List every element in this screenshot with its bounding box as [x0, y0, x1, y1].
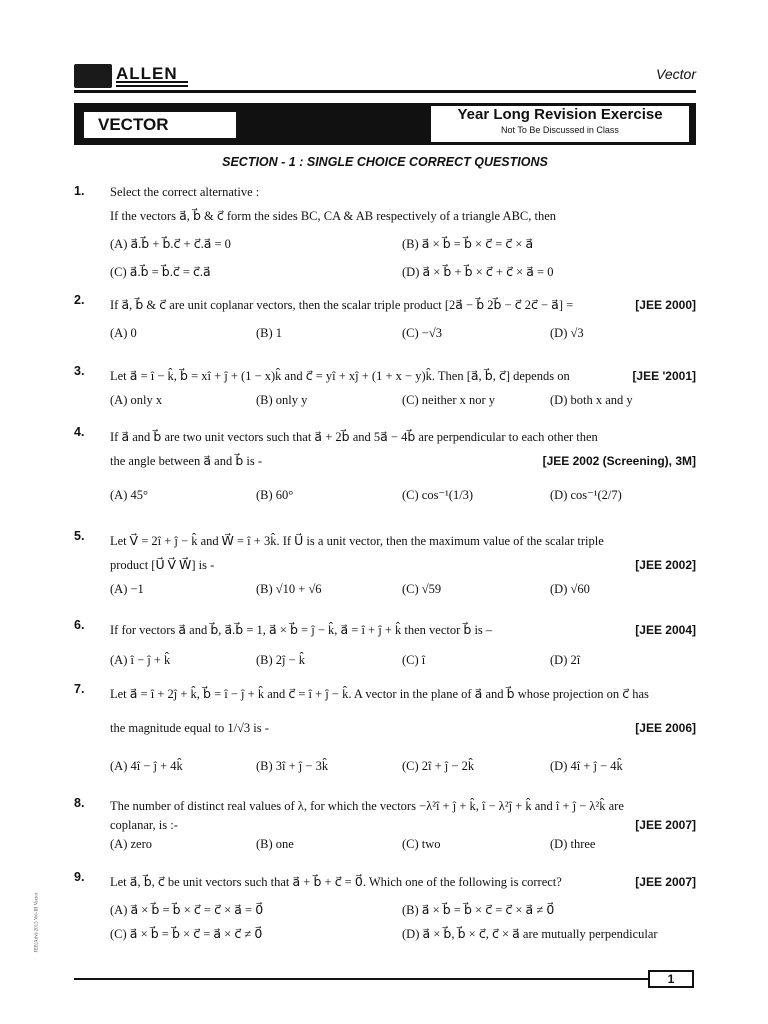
option-b: (B) 3î + ĵ − 3k̂: [256, 759, 329, 773]
footer-divider: [74, 978, 654, 980]
exercise-banner: [74, 103, 696, 145]
question-text: If for vectors a⃗ and b⃗, a⃗.b⃗ = 1, a⃗ × b⃗ = ĵ − k̂, a⃗ = î + ĵ + k̂ then vector b⃗ is –: [110, 623, 493, 637]
side-note-text: JEE(Adv) 2013 Vol-III Vector: [34, 892, 40, 953]
exam-reference: [JEE 2006]: [635, 721, 696, 735]
exam-reference: [JEE 2002 (Screening), 3M]: [542, 454, 696, 468]
option-c: (C) a⃗.b⃗ = b⃗.c⃗ = c⃗.a⃗: [110, 265, 211, 279]
exercise-title: Year Long Revision Exercise: [457, 106, 663, 123]
banner-topic: VECTOR: [83, 111, 237, 139]
logo-emblem-icon: [74, 64, 112, 88]
question-text: coplanar, is :-: [110, 818, 178, 832]
question-number: 4.: [74, 425, 85, 439]
question-text: The number of distinct real values of λ, for which the vectors −λ²î + ĵ + k̂, î − λ²ĵ + k̂ and î + ĵ − λ²k̂ are: [110, 799, 624, 813]
option-a: (A) only x: [110, 393, 163, 407]
question-text: If the vectors a⃗, b⃗ & c⃗ form the sides BC, CA & AB respectively of a triangle ABC, then: [110, 209, 557, 223]
option-d: (D) √3: [550, 326, 584, 340]
exam-reference: [JEE '2001]: [632, 369, 696, 383]
exam-reference: [JEE 2007]: [635, 875, 696, 889]
option-a: (A) a⃗ × b⃗ = b⃗ × c⃗ = c⃗ × a⃗ = 0⃗: [110, 903, 264, 917]
option-b: (B) a⃗ × b⃗ = b⃗ × c⃗ = c⃗ × a⃗ ≠ 0⃗: [402, 903, 555, 917]
exam-reference: [JEE 2000]: [635, 298, 696, 312]
question-number: 9.: [74, 870, 85, 884]
option-c: (C) √59: [402, 582, 442, 596]
option-a: (A) 0: [110, 326, 137, 340]
chapter-title: Vector: [656, 66, 696, 82]
question-text: Let a⃗ = î − k̂, b⃗ = xî + ĵ + (1 − x)k̂ and c⃗ = yî + xĵ + (1 + x − y)k̂. Then [a⃗, b⃗, c⃗] depends on: [110, 369, 570, 383]
option-d: (D) cos⁻¹(2/7): [550, 488, 622, 502]
option-b: (B) √10 + √6: [256, 582, 322, 596]
question-text: product [U⃗ V⃗ W⃗] is -: [110, 558, 215, 572]
logo-text: ALLEN: [116, 64, 178, 83]
question-text: Let V⃗ = 2î + ĵ − k̂ and W⃗ = î + 3k̂. If U⃗ is a unit vector, then the maximum value of the scalar triple: [110, 534, 604, 548]
option-a: (A) î − ĵ + k̂: [110, 653, 171, 667]
option-a: (A) −1: [110, 582, 144, 596]
page-number: 1: [648, 970, 694, 988]
option-a: (A) a⃗.b⃗ + b⃗.c⃗ + c⃗.a⃗ = 0: [110, 237, 231, 251]
question-number: 2.: [74, 293, 85, 307]
option-c: (C) î: [402, 653, 426, 667]
exercise-note: Not To Be Discussed in Class: [501, 125, 619, 135]
question-text: Let a⃗ = î + 2ĵ + k̂, b⃗ = î − ĵ + k̂ and c⃗ = î + ĵ − k̂. A vector in the plane of a⃗ and b⃗ whose projection on c⃗ has: [110, 687, 649, 701]
side-note: [32, 820, 40, 1024]
option-b: (B) 1: [256, 326, 283, 340]
option-a: (A) zero: [110, 837, 152, 851]
exam-reference: [JEE 2002]: [635, 558, 696, 572]
question-text: Let a⃗, b⃗, c⃗ be unit vectors such that a⃗ + b⃗ + c⃗ = 0⃗. Which one of the following is correct?: [110, 875, 562, 889]
option-c: (C) −√3: [402, 326, 442, 340]
option-d: (D) 4î + ĵ − 4k̂: [550, 759, 623, 773]
allen-logo: [74, 64, 190, 92]
header-divider: [74, 90, 696, 93]
section-title: SECTION - 1 : SINGLE CHOICE CORRECT QUESTIONS: [222, 155, 548, 169]
option-a: (A) 4î − ĵ + 4k̂: [110, 759, 183, 773]
exam-reference: [JEE 2004]: [635, 623, 696, 637]
question-number: 7.: [74, 682, 85, 696]
question-text: the magnitude equal to 1/√3 is -: [110, 721, 269, 735]
question-text: If a⃗, b⃗ & c⃗ are unit coplanar vectors, then the scalar triple product [2a⃗ − b⃗ 2b⃗ − c⃗ 2c⃗ − a⃗] =: [110, 298, 574, 312]
option-d: (D) √60: [550, 582, 590, 596]
option-c: (C) 2î + ĵ − 2k̂: [402, 759, 475, 773]
option-c: (C) two: [402, 837, 441, 851]
option-b: (B) one: [256, 837, 294, 851]
question-number: 5.: [74, 529, 85, 543]
option-d: (D) 2î: [550, 653, 581, 667]
option-d: (D) three: [550, 837, 596, 851]
option-d: (D) a⃗ × b⃗ + b⃗ × c⃗ + c⃗ × a⃗ = 0: [402, 265, 554, 279]
option-a: (A) 45°: [110, 488, 148, 502]
question-number: 8.: [74, 796, 85, 810]
option-c: (C) neither x nor y: [402, 393, 496, 407]
exam-reference: [JEE 2007]: [635, 818, 696, 832]
question-text: the angle between a⃗ and b⃗ is -: [110, 454, 263, 468]
logo-subtext-bar: [116, 81, 188, 87]
question-text: If a⃗ and b⃗ are two unit vectors such that a⃗ + 2b⃗ and 5a⃗ − 4b⃗ are perpendicular to each other then: [110, 430, 598, 444]
option-b: (B) 60°: [256, 488, 294, 502]
option-b: (B) 2ĵ − k̂: [256, 653, 306, 667]
banner-exercise-box: [431, 106, 689, 142]
option-c: (C) cos⁻¹(1/3): [402, 488, 474, 502]
option-b: (B) only y: [256, 393, 308, 407]
question-text: Select the correct alternative :: [110, 185, 260, 199]
question-number: 6.: [74, 618, 85, 632]
question-number: 3.: [74, 364, 85, 378]
question-number: 1.: [74, 184, 85, 198]
option-c: (C) a⃗ × b⃗ = b⃗ × c⃗ = a⃗ × c⃗ ≠ 0⃗: [110, 927, 263, 941]
option-b: (B) a⃗ × b⃗ = b⃗ × c⃗ = c⃗ × a⃗: [402, 237, 534, 251]
option-d: (D) both x and y: [550, 393, 633, 407]
option-d: (D) a⃗ × b⃗, b⃗ × c⃗, c⃗ × a⃗ are mutually perpendicular: [402, 927, 658, 941]
